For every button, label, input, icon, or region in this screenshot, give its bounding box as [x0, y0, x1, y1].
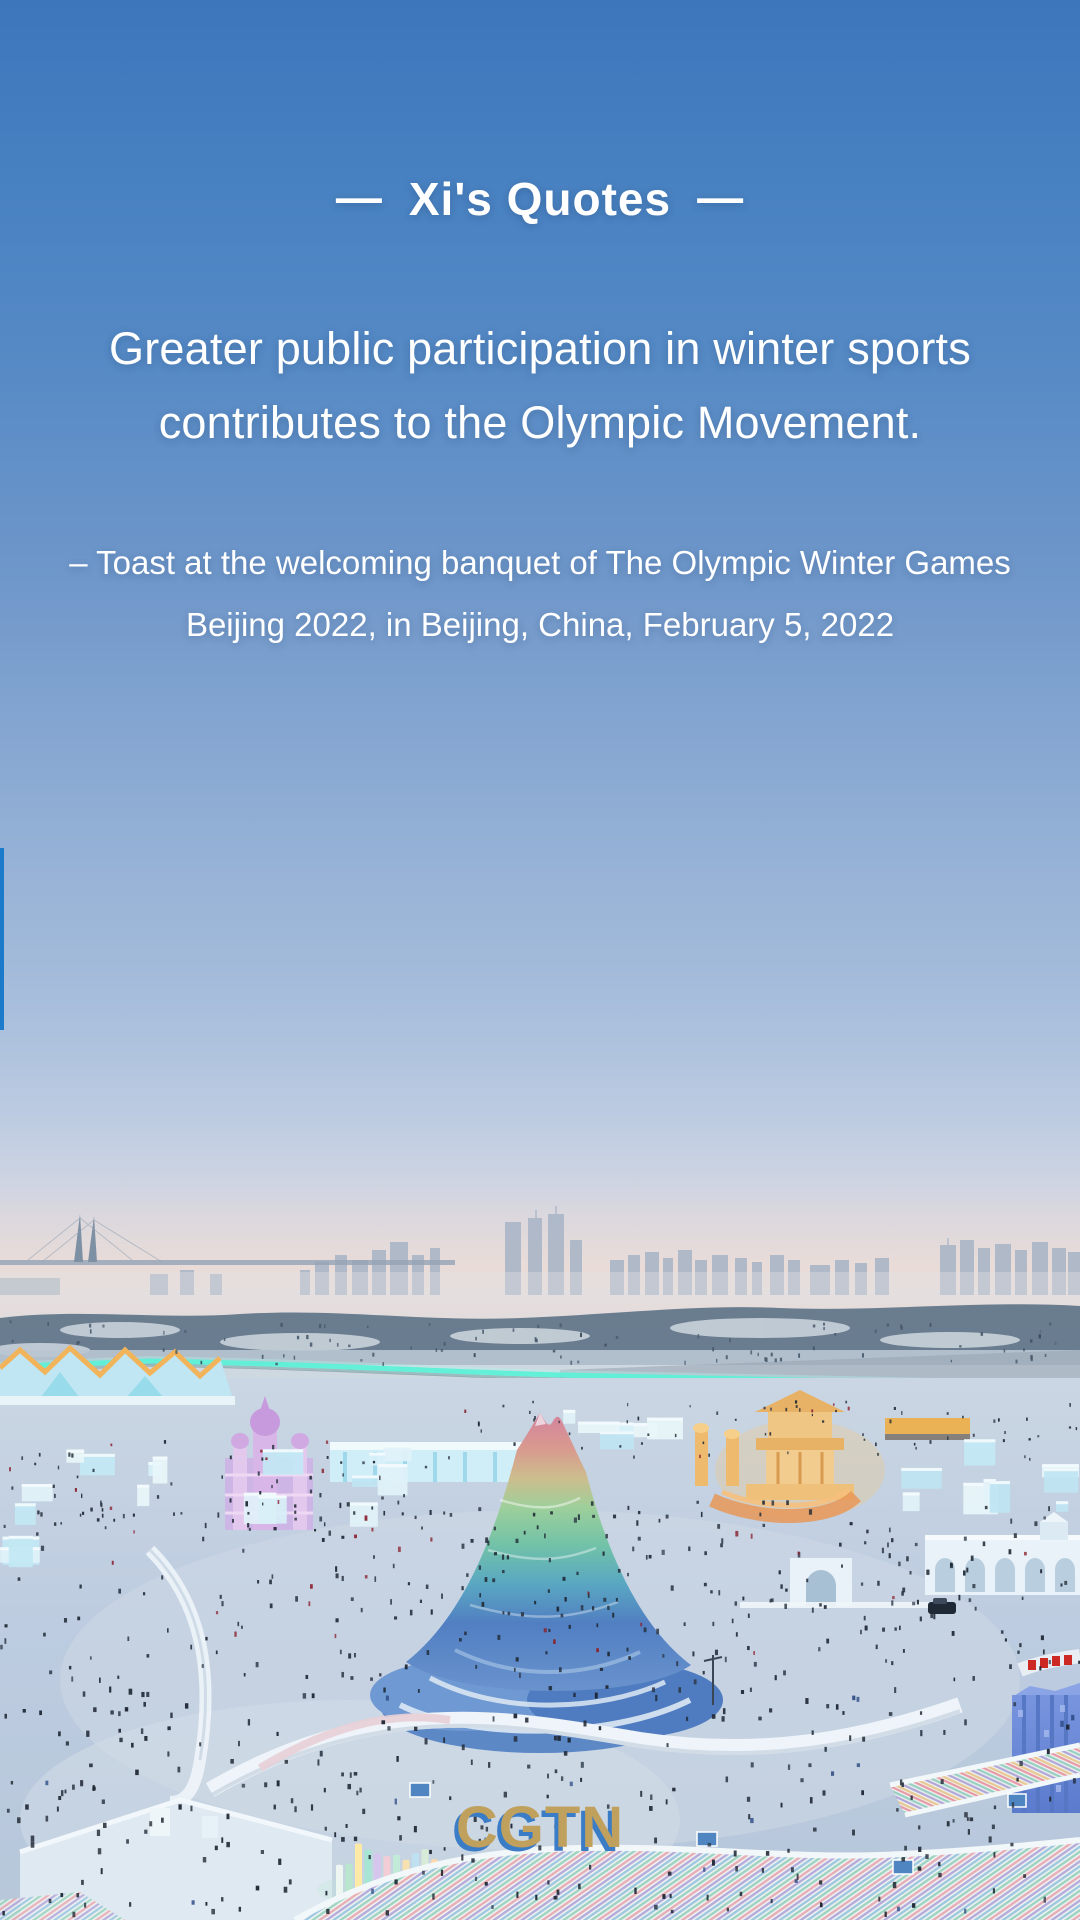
header-title: Xi's Quotes: [408, 173, 672, 225]
quote-line-1: Greater public participation in winter sports: [109, 323, 971, 374]
quote-text: [0, 312, 1080, 460]
quote-attribution: [0, 532, 1080, 656]
header-dash-right: —: [697, 171, 745, 223]
quotes-header: [0, 168, 1080, 230]
attribution-line-1: – Toast at the welcoming banquet of The Olympic Winter Games: [69, 544, 1011, 581]
header-dash-left: —: [335, 171, 383, 223]
photo-left-edge-strip: [0, 848, 4, 1030]
haze: [0, 1272, 1080, 1302]
quote-line-2: contributes to the Olympic Movement.: [158, 397, 922, 448]
attribution-line-2: Beijing 2022, in Beijing, China, February 5, 2022: [185, 606, 895, 643]
cgtn-logo: CGTN: [455, 1795, 625, 1860]
